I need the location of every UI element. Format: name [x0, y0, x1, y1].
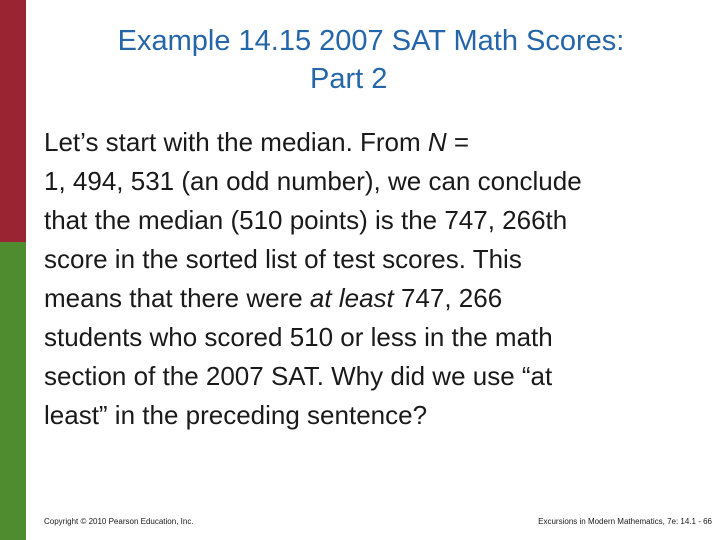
accent-bar-bottom [0, 242, 26, 540]
emphasis-at-least: at least [309, 283, 394, 313]
body-line-5 [44, 279, 704, 318]
accent-bar-top [0, 0, 26, 242]
body-line-5-text: means that there were [44, 283, 310, 313]
body-line-5-end: 747, 266 [393, 283, 503, 313]
body-line-8: least” in the preceding sentence? [44, 400, 428, 430]
body-line-3: that the median (510 points) is the 747, 266th [44, 205, 568, 235]
variable-n: N [427, 127, 447, 157]
body-line-2: 1, 494, 531 (an odd number), we can conclude [44, 166, 582, 196]
body-line-1-end: = [446, 127, 470, 157]
body-line-6: students who scored 510 or less in the math [44, 322, 553, 352]
footer-page-reference: Excursions in Modern Mathematics, 7e: 14.1 - 66 [538, 517, 712, 526]
footer-copyright: Copyright © 2010 Pearson Education, Inc. [44, 517, 194, 526]
slide-title-line-2: Part 2 [310, 63, 388, 95]
slide-title [26, 22, 716, 98]
slide-title-line-1: Example 14.15 2007 SAT Math Scores: [117, 25, 625, 57]
body-line-1-text: Let’s start with the median. From [44, 127, 428, 157]
body-line-7: section of the 2007 SAT. Why did we use “at [44, 361, 553, 391]
slide-body [44, 123, 704, 435]
body-line-4: score in the sorted list of test scores. This [44, 244, 522, 274]
body-line-1 [44, 123, 704, 162]
